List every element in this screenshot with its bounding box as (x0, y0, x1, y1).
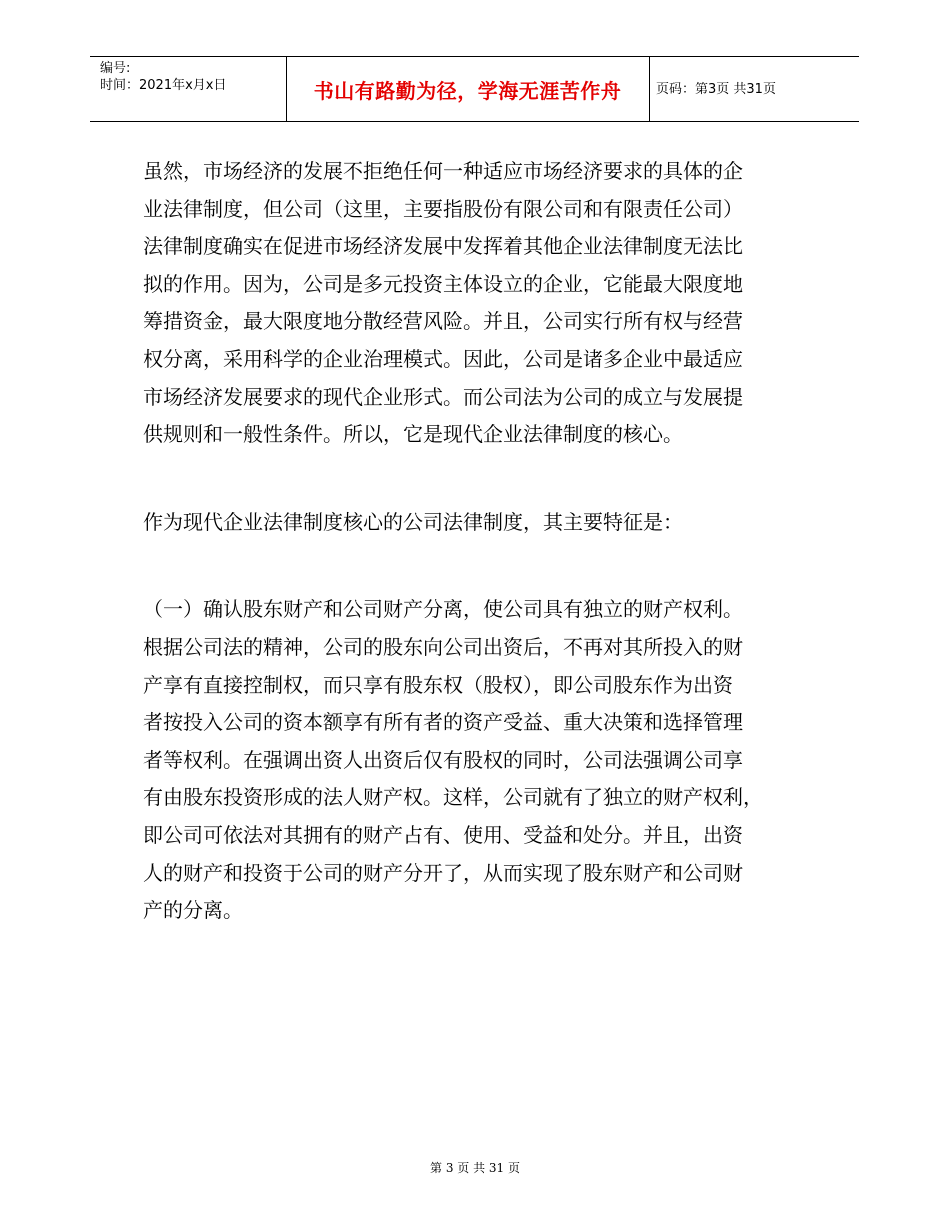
paragraph-line: 者按投入公司的资本额享有所有者的资产受益、重大决策和选择管理 (143, 710, 743, 735)
header-page-info: 页码：第3页 共31页 (656, 82, 776, 97)
paragraph (143, 591, 823, 929)
paragraph-line: 人的财产和投资于公司的财产分开了，从而实现了股东财产和公司财 (143, 860, 743, 885)
paragraph-line: 作为现代企业法律制度核心的公司法律制度，其主要特征是： (143, 509, 683, 534)
paragraph (143, 153, 823, 454)
paragraph-line: 者等权利。在强调出资人出资后仅有股权的同时，公司法强调公司享 (143, 747, 743, 772)
paragraph-line: 有由股东投资形成的法人财产权。这样，公司就有了独立的财产权利， (143, 785, 763, 810)
paragraph-line: 产享有直接控制权，而只享有股东权（股权），即公司股东作为出资 (143, 672, 733, 697)
paragraph-line: （一）确认股东财产和公司财产分离，使公司具有独立的财产权利。 (143, 597, 743, 622)
document-id-label: 编号: (100, 61, 131, 76)
document-time: 时间：2021年x月x日 (100, 78, 227, 93)
paragraph-line: 拟的作用。因为，公司是多元投资主体设立的企业，它能最大限度地 (143, 271, 743, 296)
paragraph-line: 即公司可依法对其拥有的财产占有、使用、受益和处分。并且，出资 (143, 822, 743, 847)
paragraph-line: 法律制度确实在促进市场经济发展中发挥着其他企业法律制度无法比 (143, 234, 743, 259)
paragraph-line: 供规则和一般性条件。所以，它是现代企业法律制度的核心。 (143, 422, 683, 447)
paragraph-line: 权分离，采用科学的企业治理模式。因此，公司是诸多企业中最适应 (143, 346, 743, 371)
paragraph-line: 产的分离。 (143, 898, 243, 923)
paragraph-line: 业法律制度，但公司（这里，主要指股份有限公司和有限责任公司） (143, 196, 743, 221)
paragraph (143, 504, 823, 542)
page-footer: 第 3 页 共 31 页 (430, 1161, 520, 1175)
page-header (90, 56, 859, 122)
header-divider-right (649, 57, 650, 121)
document-body (143, 153, 823, 930)
paragraph-line: 虽然，市场经济的发展不拒绝任何一种适应市场经济要求的具体的企 (143, 159, 743, 183)
header-slogan: 书山有路勤为径，学海无涯苦作舟 (313, 79, 622, 103)
header-meta (100, 60, 226, 94)
paragraph-line: 根据公司法的精神，公司的股东向公司出资后，不再对其所投入的财 (143, 634, 743, 659)
paragraph-gap (143, 541, 823, 591)
paragraph-gap (143, 454, 823, 504)
paragraph-line: 市场经济发展要求的现代企业形式。而公司法为公司的成立与发展提 (143, 384, 743, 409)
paragraph-line: 筹措资金，最大限度地分散经营风险。并且，公司实行所有权与经营 (143, 309, 743, 334)
